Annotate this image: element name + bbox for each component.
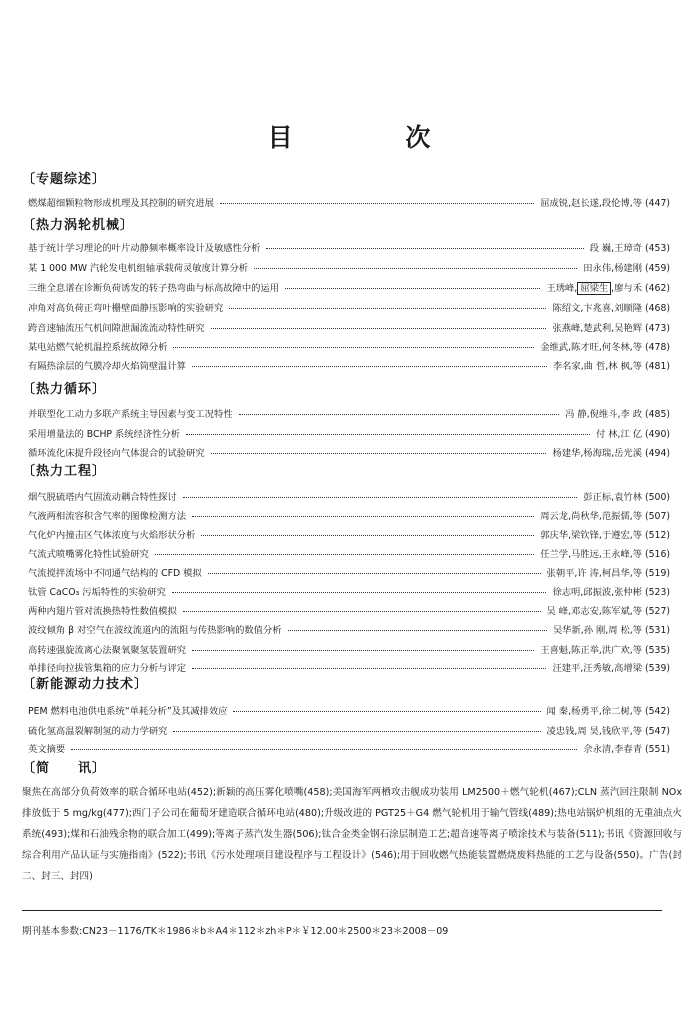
entry-page: (459) xyxy=(645,262,670,274)
entry-page: (516) xyxy=(645,548,670,560)
entry-page: (478) xyxy=(645,341,670,353)
toc-entry xyxy=(28,722,670,737)
entry-title: 跨音速轴流压气机间隙泄漏流流动特性研究 xyxy=(28,322,205,334)
author-text: 王琇峰, xyxy=(546,282,578,294)
leader-dots xyxy=(288,630,547,631)
entry-title: 有隔热涂层的气膜冷却火焰筒壁温计算 xyxy=(28,360,187,372)
entry-page: (507) xyxy=(645,510,670,522)
author-boxed: 屈梁生 xyxy=(577,282,611,295)
author-text: 佘永清,李春青 xyxy=(583,743,643,755)
entry-page: (494) xyxy=(645,447,670,459)
toc-entry xyxy=(28,621,670,636)
toc-entry xyxy=(28,545,670,560)
author-text: 任兰学,马胜远,王永峰,等 xyxy=(540,548,643,560)
leader-dots xyxy=(233,711,540,712)
author-text: 徐志明,邱振波,张仲彬 xyxy=(552,586,643,598)
leader-dots xyxy=(201,535,534,536)
entry-authors xyxy=(583,741,670,755)
section-heading: 〔新能源动力技术〕 xyxy=(22,677,149,692)
author-text: 金维武,陈才旺,何冬林,等 xyxy=(540,341,643,353)
entry-title: 燃煤超细颗粒物形成机理及其控制的研究进展 xyxy=(28,197,214,209)
leader-dots xyxy=(229,308,546,309)
entry-title: 波纹倾角 β 对空气在波纹流道内的流阻与传热影响的数值分析 xyxy=(28,624,282,636)
entry-title: 两种内翅片管对流换热特性数值模拟 xyxy=(28,605,177,617)
footer-divider xyxy=(22,910,662,911)
entry-authors xyxy=(547,723,670,737)
entry-page: (527) xyxy=(645,605,670,617)
leader-dots xyxy=(285,288,540,289)
toc-entry xyxy=(28,425,670,440)
author-text: 吴 峰,邓志安,陈军斌,等 xyxy=(546,605,643,617)
entry-authors xyxy=(552,300,670,314)
toc-entry xyxy=(28,357,670,372)
toc-entry xyxy=(28,338,670,353)
entry-page: (547) xyxy=(645,725,670,737)
brief-heading: 〔简 讯〕 xyxy=(22,761,107,776)
entry-title: 并联型化工动力多联产系统主导因素与变工况特性 xyxy=(28,408,233,420)
leader-dots xyxy=(192,650,534,651)
author-text: 吴华新,孙 刚,周 松,等 xyxy=(552,624,643,636)
entry-authors xyxy=(553,622,670,636)
entry-page: (539) xyxy=(645,662,670,674)
entry-title: PEM 燃料电池供电系统“单耗分析”及其减排效应 xyxy=(28,705,228,717)
brief-news-text: 聚焦在高部分负荷效率的联合循环电站(452);新颖的高压雾化喷嘴(458);美国海军两栖攻击舰成功装用 LM2500＋燃气轮机(467);CLN 蒸汽回注限制 NOx 排放低于 5 mg/kg(477);西门子公司在葡萄牙建造联合循环电站(480);升级改进的 PGT25＋G4 燃气轮机用于输气管线(489);热电站锅炉机组的无重油点火系统(493);煤和石油残余物的联合加工(499);等离子蒸汽发生器(506);钛合金类金钢石涂层制造工艺;超音速等离子喷涂技术与装备(511);书讯《资源回收与综合利用产品认证与实施指南》(522);书讯《污水处理项目建设程序与工程设计》(546);用于回收燃气热能装置燃烧废料热能的工艺与设备(550)。广告(封二、封三、封四) xyxy=(22,787,682,882)
entry-authors xyxy=(547,603,670,617)
leader-dots xyxy=(183,611,541,612)
author-text: 杨建华,杨海瑞,岳光溪 xyxy=(552,447,643,459)
entry-authors xyxy=(540,195,670,209)
leader-dots xyxy=(208,573,541,574)
section-heading: 〔热力涡轮机械〕 xyxy=(22,218,135,233)
leader-dots xyxy=(172,592,547,593)
leader-dots xyxy=(266,248,583,249)
section-heading: 〔专题综述〕 xyxy=(22,172,107,187)
author-text: 屈成锐,赵长遂,段伦博,等 xyxy=(540,197,643,209)
entry-page: (473) xyxy=(645,322,670,334)
toc-entry xyxy=(28,659,670,674)
leader-dots xyxy=(173,347,534,348)
leader-dots xyxy=(192,516,534,517)
leader-dots xyxy=(173,731,540,732)
toc-entry xyxy=(28,507,670,522)
section-heading: 〔热力循环〕 xyxy=(22,382,107,397)
toc-entry xyxy=(28,526,670,541)
leader-dots xyxy=(183,497,578,498)
journal-parameters: 期刊基本参数:CN23－1176/TK＊1986＊b＊A4＊112＊zh＊P＊￥12.00＊2500＊23＊2008－09 xyxy=(22,926,449,937)
entry-page: (453) xyxy=(645,242,670,254)
entry-page: (523) xyxy=(645,586,670,598)
entry-title: 高转速强旋流离心法聚氧聚氢装置研究 xyxy=(28,644,187,656)
toc-entry xyxy=(28,194,670,209)
author-text: 田永伟,杨建刚 xyxy=(583,262,643,274)
entry-page: (551) xyxy=(645,743,670,755)
entry-authors xyxy=(583,260,670,274)
toc-entry xyxy=(28,702,670,717)
author-text: 郭庆华,梁钦锋,于遵宏,等 xyxy=(540,529,643,541)
entry-page: (468) xyxy=(645,302,670,314)
author-text: 付 林,江 亿 xyxy=(595,428,643,440)
entry-title: 英文摘要 xyxy=(28,743,66,755)
entry-title: 单排径向拉拔管集箱的应力分析与评定 xyxy=(28,662,187,674)
entry-page: (535) xyxy=(645,644,670,656)
entry-title: 冲角对高负荷正弯叶栅壁面静压影响的实验研究 xyxy=(28,302,224,314)
entry-title: 硫化氢高温裂解制氢的动力学研究 xyxy=(28,725,168,737)
entry-authors xyxy=(547,565,670,579)
author-text: 张燕峰,楚武利,吴艳辉 xyxy=(552,322,643,334)
entry-authors xyxy=(547,703,670,717)
author-text: 张朝平,许 涛,柯昌华,等 xyxy=(546,567,643,579)
author-text: 周云龙,尚秋华,范振儒,等 xyxy=(540,510,643,522)
author-text: 汪建平,汪秀敏,高增梁 xyxy=(552,662,643,674)
entry-authors xyxy=(540,508,670,522)
entry-page: (447) xyxy=(645,197,670,209)
entry-authors xyxy=(540,339,670,353)
author-text: 闻 秦,杨勇平,徐二树,等 xyxy=(546,705,643,717)
entry-authors xyxy=(590,240,670,254)
leader-dots xyxy=(220,203,534,204)
entry-title: 某 1 000 MW 汽轮发电机组轴承载荷灵敏度计算分析 xyxy=(28,262,249,274)
toc-entry xyxy=(28,299,670,314)
entry-title: 循环流化床提升段径向气体混合的试验研究 xyxy=(28,447,205,459)
entry-title: 气流式喷嘴雾化特性试验研究 xyxy=(28,548,149,560)
entry-title: 采用增量法的 BCHP 系统经济性分析 xyxy=(28,428,181,440)
entry-title: 基于统计学习理论的叶片动静频率概率设计及敏感性分析 xyxy=(28,242,261,254)
entry-authors xyxy=(552,445,670,459)
entry-authors xyxy=(540,546,670,560)
entry-authors xyxy=(565,406,670,420)
entry-authors xyxy=(583,489,670,503)
entry-authors xyxy=(546,280,670,294)
leader-dots xyxy=(155,554,534,555)
entry-page: (500) xyxy=(645,491,670,503)
entry-page: (512) xyxy=(645,529,670,541)
entry-page: (462) xyxy=(645,282,670,294)
toc-entry xyxy=(28,583,670,598)
entry-page: (542) xyxy=(645,705,670,717)
author-text: ,廖与禾 xyxy=(611,282,643,294)
author-text: 彭正标,袁竹林 xyxy=(583,491,643,503)
entry-authors xyxy=(596,426,670,440)
entry-page: (519) xyxy=(645,567,670,579)
leader-dots xyxy=(211,453,547,454)
entry-title: 气化炉内撞击区气体浓度与火焰形状分析 xyxy=(28,529,196,541)
entry-authors xyxy=(552,320,670,334)
toc-entry xyxy=(28,279,670,294)
entry-authors xyxy=(553,358,670,372)
leader-dots xyxy=(192,366,547,367)
leader-dots xyxy=(254,268,577,269)
leader-dots xyxy=(211,328,547,329)
page-title: 目 次 xyxy=(267,123,483,152)
toc-entry xyxy=(28,444,670,459)
entry-title: 烟气脱硫塔内气固流动耦合特性探讨 xyxy=(28,491,177,503)
entry-title: 钛管 CaCO₃ 污垢特性的实验研究 xyxy=(28,586,166,598)
author-text: 冯 静,倪维斗,李 政 xyxy=(565,408,643,420)
leader-dots xyxy=(71,749,577,750)
entry-title: 某电站燃气轮机温控系统故障分析 xyxy=(28,341,168,353)
toc-entry xyxy=(28,564,670,579)
entry-authors xyxy=(540,642,670,656)
entry-authors xyxy=(552,584,670,598)
entry-page: (531) xyxy=(645,624,670,636)
toc-entry xyxy=(28,259,670,274)
entry-page: (490) xyxy=(645,428,670,440)
author-text: 凌忠钱,周 昊,钱欣平,等 xyxy=(546,725,643,737)
entry-page: (485) xyxy=(645,408,670,420)
toc-entry xyxy=(28,319,670,334)
leader-dots xyxy=(239,414,560,415)
toc-entry xyxy=(28,405,670,420)
entry-title: 气液两相流容积含气率的图像检测方法 xyxy=(28,510,187,522)
entry-title: 气流搅拌流场中不同通气结构的 CFD 模拟 xyxy=(28,567,202,579)
entry-authors xyxy=(540,527,670,541)
author-text: 段 巍,王璋奇 xyxy=(589,242,643,254)
toc-entry xyxy=(28,602,670,617)
section-heading: 〔热力工程〕 xyxy=(22,464,107,479)
entry-title: 三维全息谱在诊断负荷诱发的转子热弯曲与标高故障中的运用 xyxy=(28,282,280,294)
toc-entry xyxy=(28,740,670,755)
toc-entry xyxy=(28,488,670,503)
author-text: 王喜魁,陈正举,洪广欢,等 xyxy=(540,644,643,656)
author-text: 陈绍文,卞兆喜,刘顺隆 xyxy=(552,302,643,314)
leader-dots xyxy=(186,434,590,435)
entry-page: (481) xyxy=(645,360,670,372)
toc-entry xyxy=(28,239,670,254)
leader-dots xyxy=(192,668,546,669)
author-text: 李名家,曲 哲,林 枫,等 xyxy=(552,360,643,372)
entry-authors xyxy=(552,660,670,674)
toc-entry xyxy=(28,641,670,656)
